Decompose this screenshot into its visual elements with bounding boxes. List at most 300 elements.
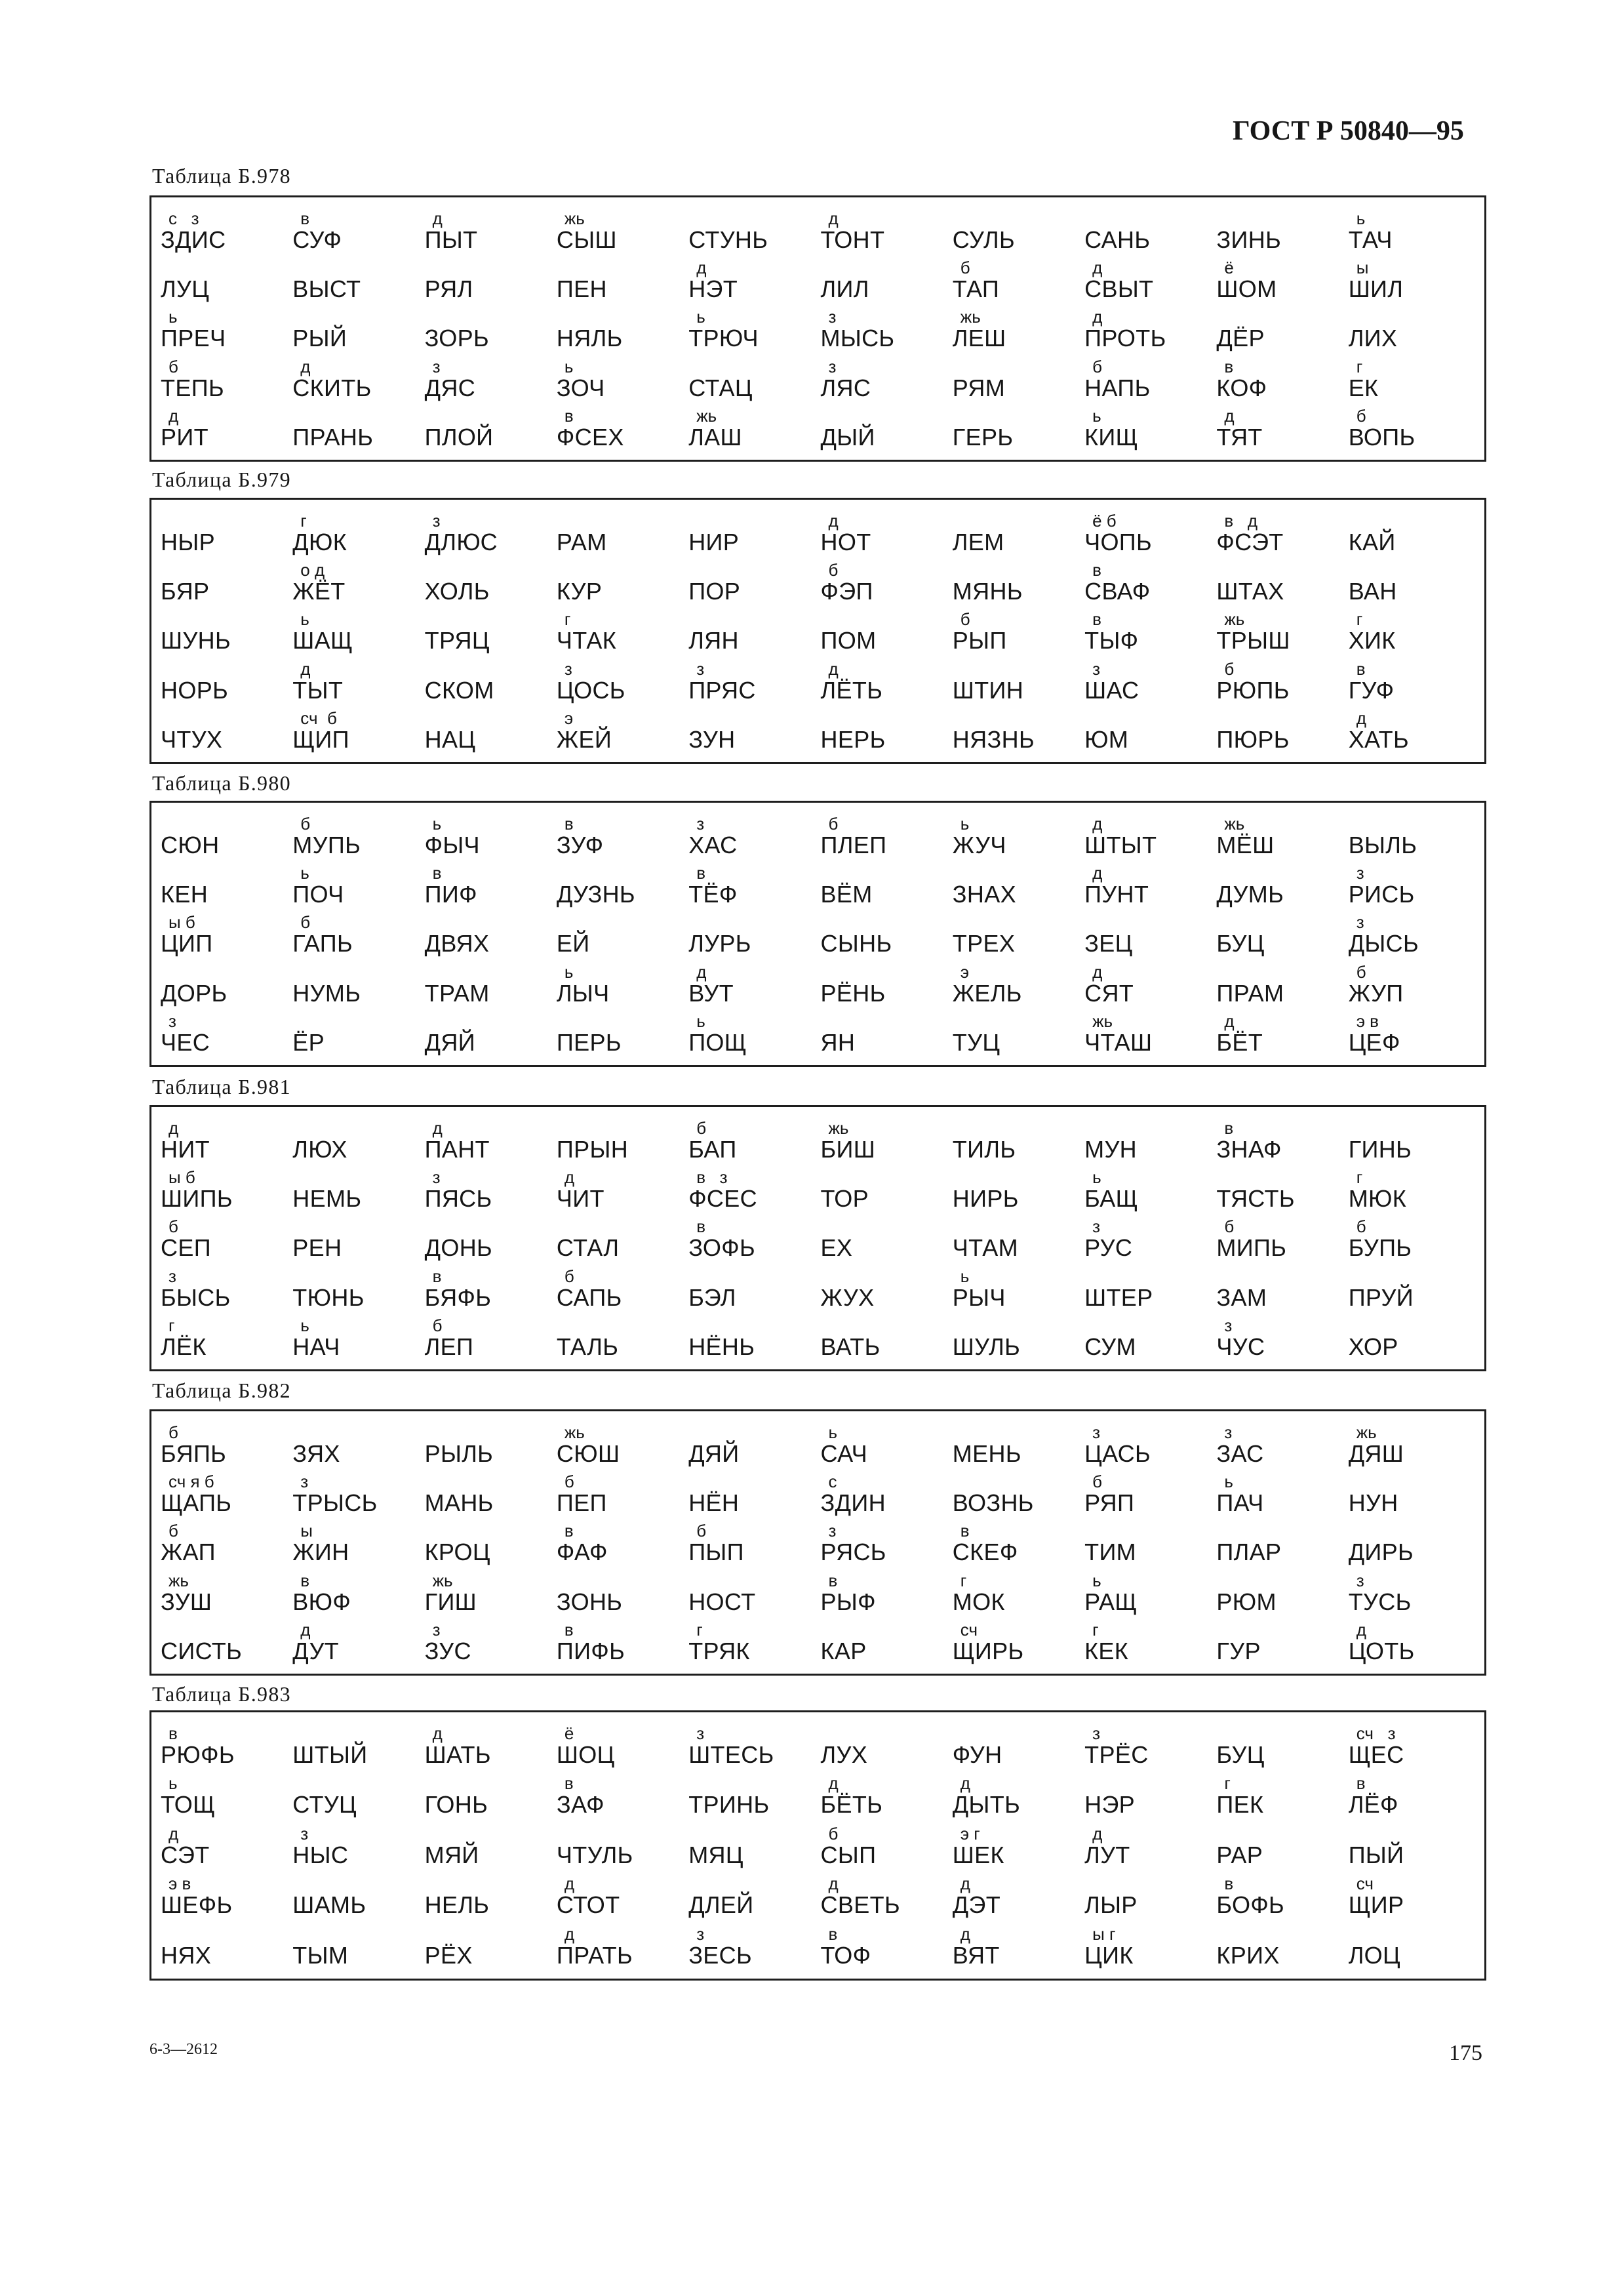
- table-caption: Таблица Б.978: [152, 164, 291, 188]
- syllable-table: [149, 1409, 1486, 1676]
- syllable-cell: [953, 1621, 1084, 1670]
- syllable-cell: [1084, 815, 1216, 864]
- syllable-cell: [1216, 815, 1348, 864]
- syllable-cell: [1216, 660, 1348, 709]
- syllable-word: ГУФ: [1348, 676, 1395, 704]
- syllable-cell: [1216, 1925, 1348, 1975]
- footer-code: 6-3—2612: [149, 2041, 218, 2058]
- syllable-word: КЕК: [1084, 1637, 1129, 1664]
- syllable-cell: [161, 1423, 292, 1472]
- annotation-marks: э в: [1356, 1011, 1379, 1031]
- syllable-word: МОК: [952, 1588, 1005, 1615]
- syllable-cell: [821, 709, 953, 758]
- syllable-cell: [425, 1521, 557, 1571]
- syllable-cell: [161, 1621, 292, 1670]
- syllable-cell: [1349, 357, 1480, 407]
- syllable-cell: [1084, 407, 1216, 456]
- annotation-marks: ы б: [168, 912, 195, 933]
- syllable-word: ПЛЕП: [820, 832, 887, 858]
- annotation-marks: э в: [168, 1874, 191, 1894]
- syllable-word: ВЫЛЬ: [1348, 832, 1417, 858]
- annotation-marks: жь: [696, 405, 717, 426]
- syllable-cell: [292, 1119, 424, 1168]
- annotation-marks: в: [1356, 658, 1366, 679]
- syllable-cell: [1216, 1774, 1348, 1824]
- syllable-cell: [1349, 1316, 1480, 1365]
- syllable-word: ВОПЬ: [1348, 423, 1416, 451]
- syllable-cell: [688, 209, 820, 258]
- syllable-word: САПЬ: [556, 1283, 622, 1311]
- syllable-cell: [1349, 660, 1480, 709]
- syllable-cell: [821, 561, 953, 610]
- syllable-word: МЯЦ: [688, 1841, 743, 1868]
- syllable-cell: [953, 1423, 1084, 1472]
- syllable-word: ШЕК: [952, 1841, 1004, 1868]
- syllable-cell: [953, 815, 1084, 864]
- syllable-cell: [953, 709, 1084, 758]
- syllable-cell: [953, 1316, 1084, 1365]
- syllable-table: [149, 1710, 1486, 1981]
- syllable-word: БЯФЬ: [424, 1283, 492, 1311]
- syllable-word: ВАТЬ: [820, 1333, 881, 1360]
- syllable-cell: [557, 1925, 688, 1975]
- syllable-word: ЦАСЬ: [1084, 1440, 1151, 1467]
- syllable-word: БЭЛ: [688, 1283, 736, 1311]
- annotation-marks: с з: [168, 209, 199, 228]
- syllable-word: РИСЬ: [1348, 881, 1415, 908]
- annotation-marks: сч я б: [168, 1472, 214, 1492]
- annotation-marks: г: [564, 609, 571, 630]
- annotation-marks: г: [300, 511, 307, 531]
- syllable-cell: [821, 1521, 953, 1571]
- annotation-marks: з: [300, 1823, 309, 1843]
- syllable-cell: [1216, 1521, 1348, 1571]
- syllable-word: ПЫП: [688, 1539, 744, 1566]
- syllable-word: РЁНЬ: [820, 979, 886, 1007]
- annotation-marks: г: [1356, 609, 1363, 630]
- syllable-cell: [953, 258, 1084, 308]
- syllable-cell: [688, 1521, 820, 1571]
- syllable-cell: [292, 258, 424, 308]
- syllable-word: РЯП: [1084, 1489, 1135, 1517]
- syllable-cell: [688, 1874, 820, 1924]
- syllable-word: ТРЫШ: [1216, 627, 1290, 655]
- syllable-cell: [292, 709, 424, 758]
- syllable-cell: [821, 1267, 953, 1316]
- syllable-cell: [1084, 1571, 1216, 1621]
- annotation-marks: з: [564, 658, 572, 679]
- syllable-cell: [688, 1119, 820, 1168]
- syllable-cell: [1084, 1423, 1216, 1472]
- annotation-marks: ь: [1356, 209, 1366, 228]
- syllable-word: ТОНТ: [820, 226, 885, 253]
- syllable-word: ТРЫСЬ: [292, 1489, 378, 1517]
- syllable-word: ФСЕХ: [556, 423, 624, 451]
- annotation-marks: ё: [564, 1723, 574, 1743]
- syllable-word: РЯЛ: [424, 275, 473, 303]
- syllable-cell: [292, 610, 424, 659]
- syllable-word: РАР: [1216, 1841, 1263, 1868]
- annotation-marks: г: [960, 1570, 967, 1590]
- annotation-marks: ь: [960, 1266, 970, 1286]
- syllable-cell: [292, 963, 424, 1012]
- annotation-marks: в з: [696, 1167, 728, 1188]
- syllable-cell: [557, 1621, 688, 1670]
- annotation-marks: в: [432, 863, 442, 883]
- syllable-word: ЛУТ: [1084, 1841, 1130, 1868]
- syllable-cell: [688, 407, 820, 456]
- annotation-marks: з: [1092, 658, 1101, 679]
- syllable-cell: [1216, 258, 1348, 308]
- syllable-cell: [821, 660, 953, 709]
- syllable-word: ЧТУЛЬ: [556, 1841, 633, 1868]
- syllable-word: ЛУХ: [820, 1741, 868, 1768]
- syllable-word: ДЁР: [1216, 325, 1265, 352]
- syllable-table: [149, 1105, 1486, 1371]
- syllable-word: СКОМ: [424, 676, 494, 704]
- syllable-word: ЩИР: [1348, 1891, 1404, 1919]
- syllable-word: ГОНЬ: [424, 1791, 488, 1819]
- annotation-marks: б: [564, 1472, 574, 1492]
- syllable-cell: [1349, 1267, 1480, 1316]
- syllable-cell: [688, 308, 820, 357]
- syllable-cell: [1084, 1774, 1216, 1824]
- syllable-word: ЛАШ: [688, 423, 742, 451]
- syllable-word: ДЮК: [292, 529, 347, 555]
- syllable-word: ХИК: [1348, 627, 1396, 655]
- syllable-word: ЗОРЬ: [424, 325, 490, 352]
- syllable-word: ЛЯН: [688, 627, 739, 655]
- syllable-cell: [161, 610, 292, 659]
- syllable-cell: [557, 561, 688, 610]
- syllable-word: БЁТЬ: [820, 1791, 883, 1819]
- syllable-cell: [821, 1119, 953, 1168]
- syllable-word: ПОЧ: [292, 881, 344, 908]
- syllable-cell: [1349, 1824, 1480, 1874]
- syllable-word: МУПЬ: [292, 832, 361, 858]
- syllable-word: НЭТ: [688, 275, 738, 303]
- annotation-marks: б: [168, 1422, 178, 1442]
- syllable-word: ТЫМ: [292, 1941, 349, 1969]
- syllable-word: ЗИНЬ: [1216, 226, 1282, 253]
- annotation-marks: б: [1092, 1472, 1102, 1492]
- annotation-marks: б: [432, 1315, 443, 1335]
- syllable-word: ПРУЙ: [1348, 1283, 1414, 1311]
- annotation-marks: ы: [1356, 258, 1369, 278]
- syllable-word: ЧИТ: [556, 1185, 604, 1213]
- syllable-cell: [1216, 1012, 1348, 1061]
- syllable-cell: [161, 209, 292, 258]
- syllable-word: ХОР: [1348, 1333, 1398, 1360]
- syllable-cell: [1216, 864, 1348, 913]
- syllable-cell: [1349, 1012, 1480, 1061]
- annotation-marks: ы г: [1092, 1923, 1116, 1944]
- syllable-word: ДЯШ: [1348, 1440, 1404, 1467]
- syllable-cell: [821, 1217, 953, 1266]
- syllable-cell: [688, 1472, 820, 1521]
- syllable-cell: [292, 815, 424, 864]
- syllable-word: КРИХ: [1216, 1941, 1280, 1969]
- syllable-word: ПЛАР: [1216, 1539, 1282, 1566]
- syllable-cell: [1216, 1267, 1348, 1316]
- syllable-word: ДВЯХ: [424, 930, 490, 957]
- annotation-marks: з: [1356, 912, 1364, 933]
- annotation-marks: д: [1224, 1011, 1235, 1031]
- syllable-word: ЧТАШ: [1084, 1028, 1153, 1056]
- syllable-cell: [1349, 407, 1480, 456]
- syllable-word: ЗАС: [1216, 1440, 1264, 1467]
- syllable-word: ПИФЬ: [556, 1637, 625, 1664]
- syllable-word: ЩИП: [292, 725, 349, 753]
- syllable-cell: [425, 209, 557, 258]
- annotation-marks: ь: [1092, 405, 1101, 426]
- syllable-word: ТАЛЬ: [556, 1333, 619, 1360]
- annotation-marks: ё: [1224, 258, 1234, 278]
- syllable-cell: [557, 864, 688, 913]
- syllable-cell: [161, 1012, 292, 1061]
- syllable-cell: [688, 512, 820, 561]
- syllable-word: ЖУЧ: [952, 832, 1006, 858]
- syllable-cell: [425, 1925, 557, 1975]
- syllable-cell: [821, 1724, 953, 1774]
- annotation-marks: в: [564, 1773, 574, 1794]
- syllable-cell: [1084, 308, 1216, 357]
- syllable-word: ЛУРЬ: [688, 930, 751, 957]
- syllable-word: НАЧ: [292, 1333, 340, 1360]
- syllable-word: НЕМЬ: [292, 1185, 362, 1213]
- syllable-word: ЧОПЬ: [1084, 529, 1153, 555]
- syllable-cell: [821, 209, 953, 258]
- syllable-word: ПИФ: [424, 881, 477, 908]
- syllable-word: ТРИНЬ: [688, 1791, 770, 1819]
- syllable-cell: [161, 357, 292, 407]
- syllable-word: ЧТУХ: [161, 725, 223, 753]
- table-caption: Таблица Б.982: [152, 1379, 291, 1402]
- syllable-word: ЮМ: [1084, 725, 1129, 753]
- syllable-cell: [1216, 308, 1348, 357]
- syllable-cell: [1349, 1621, 1480, 1670]
- syllable-cell: [161, 660, 292, 709]
- syllable-cell: [821, 258, 953, 308]
- annotation-marks: в: [1356, 1773, 1366, 1794]
- syllable-word: ЩЕС: [1348, 1741, 1404, 1768]
- annotation-marks: д: [828, 511, 839, 531]
- syllable-cell: [1349, 1472, 1480, 1521]
- annotation-marks: г: [1092, 1619, 1099, 1640]
- syllable-word: НЁНЬ: [688, 1333, 755, 1360]
- syllable-word: ДОРЬ: [161, 979, 228, 1007]
- annotation-marks: г: [1356, 356, 1363, 376]
- syllable-word: ПАЧ: [1216, 1489, 1264, 1517]
- syllable-word: ШИПЬ: [161, 1185, 233, 1213]
- syllable-word: ТИМ: [1084, 1539, 1137, 1566]
- syllable-cell: [425, 357, 557, 407]
- syllable-word: ПОР: [688, 578, 741, 605]
- annotation-marks: в: [564, 814, 574, 834]
- syllable-cell: [821, 1774, 953, 1824]
- syllable-word: ТЫФ: [1084, 627, 1139, 655]
- page-header: ГОСТ Р 50840—95: [1233, 116, 1464, 146]
- syllable-cell: [1349, 1774, 1480, 1824]
- syllable-word: ДОНЬ: [424, 1234, 493, 1262]
- syllable-word: ВЫСТ: [292, 275, 361, 303]
- syllable-word: ПЯСЬ: [424, 1185, 492, 1213]
- syllable-cell: [821, 1472, 953, 1521]
- annotation-marks: б: [564, 1266, 574, 1286]
- syllable-cell: [161, 258, 292, 308]
- annotation-marks: с: [828, 1472, 837, 1492]
- syllable-word: ШИЛ: [1348, 275, 1404, 303]
- syllable-word: МУН: [1084, 1136, 1138, 1163]
- syllable-cell: [953, 660, 1084, 709]
- syllable-word: МЯНЬ: [952, 578, 1023, 605]
- syllable-word: ПЫЙ: [1348, 1841, 1404, 1868]
- syllable-word: ЛЫР: [1084, 1891, 1138, 1919]
- syllable-cell: [688, 864, 820, 913]
- syllable-cell: [1349, 308, 1480, 357]
- syllable-cell: [953, 1925, 1084, 1975]
- annotation-marks: жь: [960, 307, 981, 327]
- syllable-cell: [821, 1571, 953, 1621]
- syllable-cell: [953, 308, 1084, 357]
- syllable-grid: [161, 815, 1480, 1061]
- syllable-word: СТОТ: [556, 1891, 620, 1919]
- syllable-word: ЛЕП: [424, 1333, 474, 1360]
- syllable-cell: [688, 1316, 820, 1365]
- syllable-cell: [292, 1316, 424, 1365]
- annotation-marks: з: [432, 1167, 441, 1188]
- syllable-cell: [425, 1119, 557, 1168]
- syllable-cell: [1084, 1521, 1216, 1571]
- syllable-word: ПЕРЬ: [556, 1028, 622, 1056]
- annotation-marks: з: [1224, 1315, 1233, 1335]
- annotation-marks: д: [828, 1773, 839, 1794]
- syllable-word: ЖЕЙ: [556, 725, 612, 753]
- syllable-word: ЛЕШ: [952, 325, 1006, 352]
- syllable-cell: [1084, 1621, 1216, 1670]
- syllable-cell: [953, 864, 1084, 913]
- syllable-cell: [292, 308, 424, 357]
- syllable-cell: [292, 1925, 424, 1975]
- annotation-marks: д: [1356, 708, 1366, 728]
- syllable-cell: [557, 1472, 688, 1521]
- syllable-cell: [161, 1217, 292, 1266]
- syllable-word: ТРЯК: [688, 1637, 750, 1664]
- annotation-marks: э: [564, 708, 574, 728]
- syllable-cell: [425, 660, 557, 709]
- syllable-word: ШТАХ: [1216, 578, 1284, 605]
- syllable-word: ДУТ: [292, 1637, 340, 1664]
- annotation-marks: д: [828, 658, 839, 679]
- syllable-word: НАПЬ: [1084, 374, 1151, 401]
- syllable-cell: [1216, 209, 1348, 258]
- syllable-word: ЗНАХ: [952, 881, 1017, 908]
- syllable-cell: [292, 512, 424, 561]
- syllable-word: ЖУХ: [820, 1283, 875, 1311]
- syllable-word: ВЯТ: [952, 1941, 1000, 1969]
- syllable-word: ТИЛЬ: [952, 1136, 1016, 1163]
- syllable-word: РЫЧ: [952, 1283, 1006, 1311]
- syllable-cell: [953, 913, 1084, 962]
- annotation-marks: ь: [564, 356, 574, 376]
- syllable-word: НЁН: [688, 1489, 740, 1517]
- syllable-cell: [1349, 209, 1480, 258]
- syllable-cell: [688, 815, 820, 864]
- syllable-word: НЯЛЬ: [556, 325, 623, 352]
- syllable-word: ЗОЧ: [556, 374, 605, 401]
- syllable-cell: [821, 1168, 953, 1217]
- syllable-cell: [688, 1012, 820, 1061]
- syllable-word: ШТИН: [952, 676, 1024, 704]
- annotation-marks: з: [1356, 863, 1364, 883]
- syllable-cell: [1084, 1012, 1216, 1061]
- syllable-cell: [557, 258, 688, 308]
- syllable-word: ВОЗНЬ: [952, 1489, 1034, 1517]
- syllable-table: [149, 801, 1486, 1067]
- syllable-word: ПЫТ: [424, 226, 478, 253]
- syllable-word: ВАН: [1348, 578, 1397, 605]
- syllable-word: КЕН: [161, 881, 208, 908]
- syllable-word: ЕК: [1348, 374, 1379, 401]
- syllable-word: РЯМ: [952, 374, 1006, 401]
- syllable-word: ШОМ: [1216, 275, 1277, 303]
- syllable-cell: [292, 1472, 424, 1521]
- annotation-marks: ь: [828, 1422, 838, 1442]
- syllable-cell: [1084, 660, 1216, 709]
- syllable-cell: [1084, 1925, 1216, 1975]
- syllable-word: ПОМ: [820, 627, 877, 655]
- syllable-cell: [1216, 1472, 1348, 1521]
- syllable-word: СВАФ: [1084, 578, 1151, 605]
- syllable-cell: [1216, 1423, 1348, 1472]
- annotation-marks: б: [696, 1118, 707, 1138]
- syllable-cell: [1349, 1571, 1480, 1621]
- syllable-cell: [1084, 1119, 1216, 1168]
- syllable-word: ЗАМ: [1216, 1283, 1267, 1311]
- annotation-marks: д: [696, 258, 707, 278]
- syllable-cell: [557, 1316, 688, 1365]
- syllable-cell: [161, 1925, 292, 1975]
- syllable-cell: [557, 1168, 688, 1217]
- annotation-marks: з: [828, 307, 837, 327]
- annotation-marks: э г: [960, 1823, 980, 1843]
- syllable-word: ПЕП: [556, 1489, 607, 1517]
- syllable-cell: [688, 610, 820, 659]
- annotation-marks: в: [1224, 1874, 1234, 1894]
- annotation-marks: д: [432, 1723, 443, 1743]
- syllable-word: РАМ: [556, 529, 607, 555]
- syllable-word: ВЮФ: [292, 1588, 351, 1615]
- syllable-cell: [1084, 258, 1216, 308]
- syllable-word: ЗУШ: [161, 1588, 212, 1615]
- syllable-word: НОСТ: [688, 1588, 756, 1615]
- annotation-marks: д: [300, 356, 311, 376]
- syllable-word: ЛУЦ: [161, 275, 210, 303]
- annotation-marks: в: [1092, 609, 1101, 630]
- annotation-marks: д: [564, 1923, 575, 1944]
- annotation-marks: в: [564, 405, 574, 426]
- syllable-cell: [425, 1571, 557, 1621]
- annotation-marks: в: [960, 1521, 970, 1541]
- syllable-word: ЗЕСЬ: [688, 1941, 753, 1969]
- syllable-cell: [821, 1621, 953, 1670]
- syllable-cell: [425, 258, 557, 308]
- syllable-cell: [292, 1571, 424, 1621]
- annotation-marks: б: [168, 356, 178, 376]
- syllable-word: ЛЁФ: [1348, 1791, 1398, 1819]
- syllable-word: РАЩ: [1084, 1588, 1138, 1615]
- syllable-cell: [821, 1423, 953, 1472]
